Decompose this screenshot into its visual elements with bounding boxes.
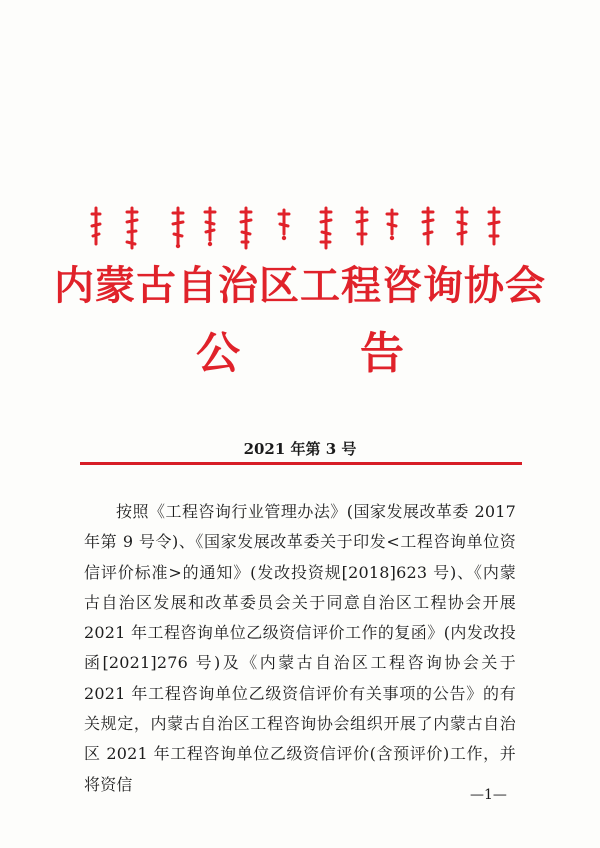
body-paragraph: 按照《工程咨询行业管理办法》(国家发展改革委 2017 年第 9 号令)、《国家发展改革委关于印发<工程咨询单位资信评价标准>的通知》(发改投资规[2018]623 号)、《内蒙古自治区发展和改革委员会关于同意自治区工程协会开展 2021 年工程咨询单位乙级资信评价工作的复函》(内发改投函[2021]276 号)及《内蒙古自治区工程咨询协会关于 2021 年工程咨询单位乙级资信评价有关事项的公告》的有关规定，内蒙古自治区工程咨询协会组织开展了内蒙古自治区 2021 年工程咨询单位乙级资信评价(含预评价)工作，并将资信 bbox=[84, 502, 516, 794]
organization-name: 内蒙古自治区工程咨询协会 bbox=[54, 262, 546, 309]
red-divider-line bbox=[80, 462, 522, 465]
document-number: 2021 年第 3 号 bbox=[243, 440, 357, 458]
mongolian-script-glyphs bbox=[90, 204, 510, 252]
page-number: —1— bbox=[470, 787, 507, 803]
mongolian-script-title bbox=[90, 204, 510, 252]
document-type-heading: 公告 bbox=[196, 328, 524, 379]
